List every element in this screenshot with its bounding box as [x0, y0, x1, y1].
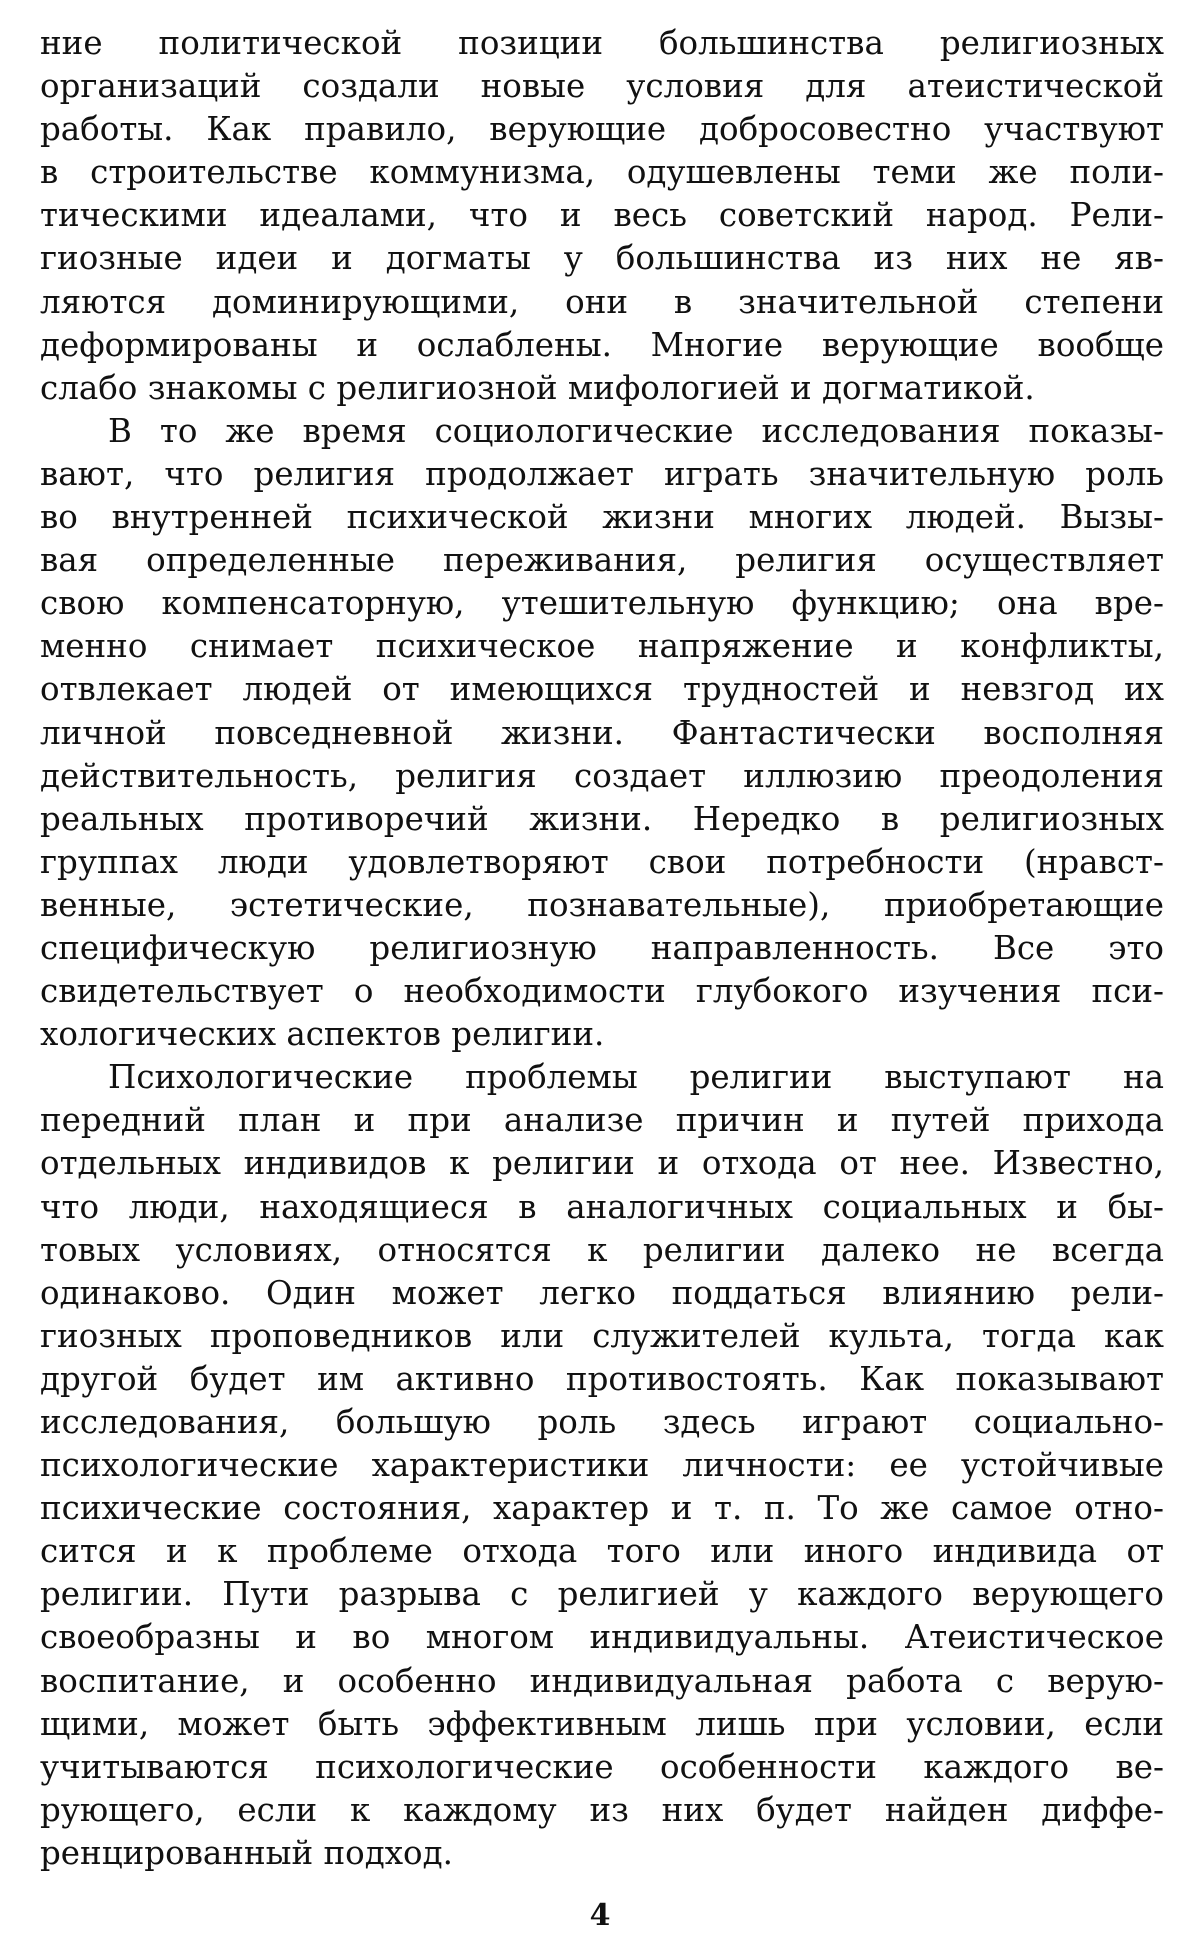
- text-line: деформированы и ослаблены. Многие верующие вообще: [40, 325, 1164, 364]
- text-line: отвлекает людей от имеющихся трудностей и невзгод их: [40, 670, 1164, 709]
- paragraph: [40, 1056, 1164, 1875]
- text-line: тическими идеалами, что и весь советский народ. Рели-: [40, 196, 1164, 235]
- text-line: вают, что религия продолжает играть значительную роль: [40, 454, 1164, 493]
- text-line: в строительстве коммунизма, одушевлены теми же поли-: [40, 153, 1164, 192]
- text-line: реальных противоречий жизни. Нередко в религиозных: [40, 799, 1164, 838]
- text-line: действительность, религия создает иллюзию преодоления: [40, 756, 1164, 795]
- text-line: ренцированный подход.: [40, 1833, 453, 1872]
- text-line: передний план и при анализе причин и путей прихода: [40, 1101, 1164, 1140]
- text-line: своеобразны и во многом индивидуальны. Атеистическое: [40, 1618, 1164, 1657]
- text-line: работы. Как правило, верующие добросовестно участвуют: [40, 110, 1164, 149]
- text-line: что люди, находящиеся в аналогичных социальных и бы-: [40, 1187, 1164, 1226]
- text-line: исследования, большую роль здесь играют социально-: [40, 1403, 1164, 1441]
- text-line: психические состояния, характер и т. п. То же самое отно-: [40, 1489, 1164, 1528]
- text-line: венные, эстетические, познавательные), приобретающие: [40, 885, 1164, 924]
- text-line: В то же время социологические исследования показы-: [108, 411, 1164, 450]
- text-line: организаций создали новые условия для атеистической: [40, 67, 1164, 106]
- text-line: гиозные идеи и догматы у большинства из них не яв-: [40, 239, 1164, 278]
- page-number: 4: [589, 1898, 611, 1933]
- text-line: слабо знакомы с религиозной мифологией и догматикой.: [40, 368, 1035, 407]
- text-line: рующего, если к каждому из них будет найден диффе-: [40, 1790, 1164, 1829]
- text-line: гиозных проповедников или служителей культа, тогда как: [40, 1316, 1164, 1355]
- text-line: Психологические проблемы религии выступают на: [108, 1058, 1164, 1097]
- text-line: психологические характеристики личности: ее устойчивые: [40, 1446, 1164, 1485]
- text-line: ние политической позиции большинства религиозных: [40, 24, 1164, 62]
- text-line: свою компенсаторную, утешительную функцию; она вре-: [40, 584, 1164, 623]
- text-line: воспитание, и особенно индивидуальная работа с верую-: [40, 1661, 1164, 1700]
- document-page: [40, 22, 1164, 1875]
- text-line: одинаково. Один может легко поддаться влиянию рели-: [40, 1273, 1164, 1312]
- text-line: вая определенные переживания, религия осуществляет: [40, 541, 1164, 580]
- text-line: учитываются психологические особенности каждого ве-: [40, 1747, 1164, 1786]
- text-line: специфическую религиозную направленность. Все это: [40, 928, 1164, 967]
- text-line: менно снимает психическое напряжение и конфликты,: [40, 627, 1164, 666]
- text-line: во внутренней психической жизни многих людей. Вызы-: [40, 498, 1164, 537]
- paragraph: [40, 22, 1164, 410]
- text-line: ляются доминирующими, они в значительной степени: [40, 282, 1164, 321]
- text-line: товых условиях, относятся к религии далеко не всегда: [40, 1230, 1164, 1269]
- body-text: [40, 22, 1164, 1875]
- text-line: личной повседневной жизни. Фантастически восполняя: [40, 713, 1164, 752]
- paragraph: [40, 410, 1164, 1056]
- text-line: свидетельствует о необходимости глубокого изучения пси-: [40, 972, 1164, 1011]
- text-line: щими, может быть эффективным лишь при условии, если: [40, 1704, 1164, 1743]
- text-line: сится и к проблеме отхода того или иного индивида от: [40, 1532, 1164, 1571]
- text-line: отдельных индивидов к религии и отхода от нее. Известно,: [40, 1144, 1164, 1183]
- text-line: другой будет им активно противостоять. Как показывают: [40, 1359, 1164, 1398]
- text-line: религии. Пути разрыва с религией у каждого верующего: [40, 1575, 1164, 1614]
- text-line: группах люди удовлетворяют свои потребности (нравст-: [40, 842, 1164, 881]
- text-line: хологических аспектов религии.: [40, 1015, 605, 1054]
